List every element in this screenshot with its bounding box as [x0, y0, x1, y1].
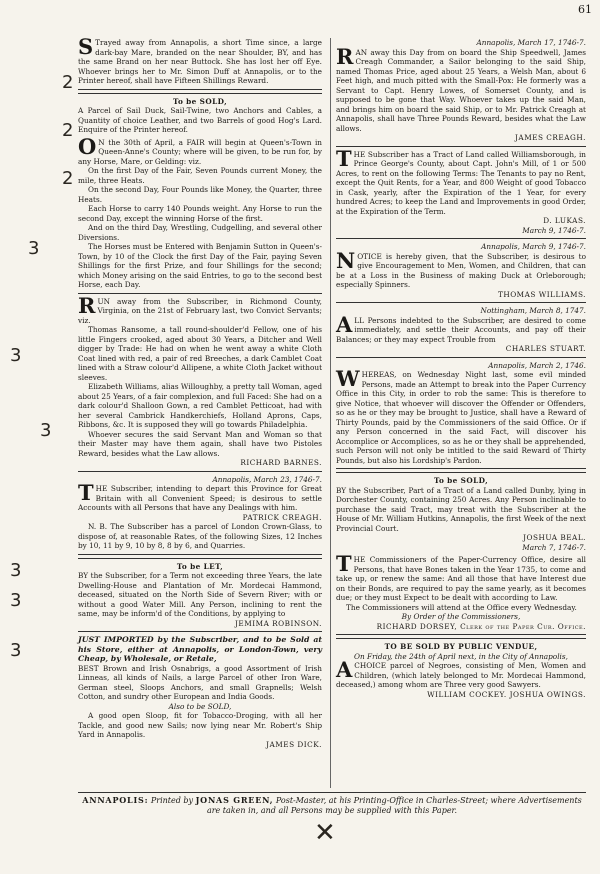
ad-lead: BY the Subscriber, for a Term not exceeding three Years, the late Dwelling-House and Plantation of Mr. Mordecai Hammond, deceased, situated on the North Side of Severn River; with or without a good Water Mill. Any Person, inclining to rent the same, may be inform'd of the Conditions, by applying to: [78, 571, 322, 618]
ad-lead: HE Subscriber, intending to depart this Province for Great Britain with all Convenient Speed; is desirous to settle Accounts with all Persons that have any Dealings with him.: [78, 484, 322, 512]
advertisement: [78, 475, 322, 551]
dateline: Annapolis, March 2, 1746.: [488, 360, 586, 370]
ad-text: [78, 480, 322, 513]
ad-text: [336, 551, 586, 603]
divider-rule: [78, 554, 322, 555]
margin-mark: 3: [10, 590, 22, 611]
ad-text: [78, 133, 322, 167]
ad-text: [336, 145, 586, 217]
divider-rule: [336, 638, 586, 639]
signature: WILLIAM COCKEY. JOSHUA OWINGS.: [427, 689, 586, 699]
divider-rule: [78, 631, 322, 632]
left-column: [78, 34, 322, 752]
advertisement: [78, 631, 322, 749]
colophon-place: ANNAPOLIS:: [82, 795, 149, 805]
drop-cap: A: [336, 311, 353, 337]
ad-text: [336, 657, 586, 690]
dateline: Annapolis, March 17, 1746-7.: [476, 38, 586, 47]
page-number: 61: [578, 3, 592, 16]
ad-subheading: On Friday, the 24th of April next, in the City of Annapolis,: [354, 651, 568, 661]
ad-paragraph: Thomas Ransome, a tall round-shoulder'd Fellow, one of his little Fingers crooked, aged about 30 Years, a Ditcher and Well digger by Trade: He had on when he went away a white Cloth Coat lined with red, a pair of red Breeches, a dark Camblet Coat lined with a Straw colour'd Allipene, a white Cloth Jacket without sleeves.: [78, 325, 322, 382]
ad-text: [78, 106, 322, 135]
divider-rule: [336, 468, 586, 469]
drop-cap: O: [78, 133, 97, 159]
ad-heading: To be SOLD,: [172, 96, 228, 106]
margin-mark: 3: [40, 420, 52, 441]
right-column: [336, 38, 586, 702]
signature: JAMES DICK.: [266, 739, 322, 749]
signature: JOSHUA BEAL.: [523, 533, 586, 542]
drop-cap: A: [336, 657, 353, 682]
advertisement: [78, 292, 322, 468]
ad-lead: BEST Brown and Irish Osnabrigs, a good Assortment of Irish Linneas, all kinds of Nails, a large Parcel of other Iron Ware, German steel, Sloops Anchors, and small Grapnells; Welsh Cotton, and sundry other European and India Goods.: [78, 663, 322, 701]
ad-paragraph: N. B. The Subscriber has a parcel of London Crown-Glass, to dispose of, at reasonable Rates, of the following Sizes, 12 Inches by 10, 11 by 9, 10 by 8, 8 by 6, and Quarries.: [78, 522, 322, 550]
drop-cap: N: [336, 247, 356, 273]
drop-cap: W: [336, 366, 360, 391]
margin-mark: 3: [10, 560, 22, 581]
margin-mark: 3: [10, 345, 22, 366]
ad-lead: HE Subscriber has a Tract of Land called Williamsborough, in Prince George's County, about Capt. John's Mill, of 1 or 500 Acres, to rent on the following Terms: The Tenants to pay no Rent, except the Quit Rents, for a Year, and 800 Weight of good Tobacco in Cask, yearly, after the Expiration of the 1 Year, for every hundred Acres; to keep the Land and Improvements in good Order, at the Expiration of the Term.: [336, 149, 586, 216]
advertisement: [336, 551, 586, 631]
ad-paragraph: A good open Sloop, fit for Tobacco-Droging, with all her Tackle, and good new Sails; now lying near Mr. Robert's Ship Yard in Annapolis.: [78, 711, 322, 739]
ad-lead: AN away this Day from on board the Ship Speedwell, James Creagh Commander, a Sailor belonging to the said Ship, named Thomas Price, aged about 25 Years, a Welsh Man, about 6 Feet high, and much pitted with the Small-Pox: He formerly was a Servant to Capt. Henry Lowes, of Somerset County, and is supposed to be gone that Way. Whoever takes up the said Man, and brings him on board the said Ship, or to Mr. Patrick Creagh at Annapolis, shall have Three Pounds Reward, besides what the Law allows.: [336, 47, 586, 133]
ad-heading-2: Also to be SOLD,: [168, 701, 232, 711]
ad-text: [336, 366, 586, 465]
signature: JEMIMA ROBINSON.: [235, 618, 322, 628]
margin-mark: 3: [10, 640, 22, 661]
column-rule: [330, 38, 331, 788]
advertisement: [78, 34, 322, 86]
margin-mark: 2: [62, 72, 74, 93]
ad-text: [78, 571, 322, 619]
divider-rule: [336, 357, 586, 358]
colophon-printer: JONAS GREEN,: [195, 795, 274, 805]
margin-mark: 3: [28, 238, 40, 259]
ad-lead: Trayed away from Annapolis, a short Time since, a large dark-bay Mare, branded on the near Shoulder, BY, and has the same Brand on her near Buttock. She has lost her off Eye. Whoever brings her to Mr. Simon Duff at Annapolis, or to the Printer hereof, shall have Fifteen Shillings Reward.: [78, 38, 322, 85]
ad-text: [78, 34, 322, 86]
ad-paragraph: The Horses must be Entered with Benjamin Sutton in Queen's-Town, by 10 of the Clock the first Day of the Fair, paying Seven Shillings for the first Prize, and four Shillings for the second; which Money arising on the said Entries, to go to the second best Horse, each Day.: [78, 242, 322, 289]
advertisement: [78, 558, 322, 629]
ad-paragraph: The Commissioners will attend at the Office every Wednesday.: [346, 602, 577, 612]
ad-text: [336, 486, 586, 534]
drop-cap: T: [336, 145, 352, 171]
divider-rule: [336, 238, 586, 239]
advertisement: [336, 145, 586, 236]
drop-cap: T: [78, 480, 94, 505]
signature: PATRICK CREAGH.: [242, 512, 322, 522]
ad-text: [336, 43, 586, 134]
ad-text: [336, 247, 586, 290]
signature: RICHARD BARNES.: [240, 458, 322, 467]
by-order: By Order of the Commissioners,: [401, 612, 521, 621]
cross-mark: ✕: [314, 818, 336, 848]
dateline: Annapolis, March 23, 1746-7.: [212, 474, 322, 484]
ad-lead: HE Commissioners of the Paper-Currency Office, desire all Persons, that have Bones taken in the Year 1735, to come and take up, or renew the same: And all those that have Interest due on their Bonds, are required to pay the same yearly, as it becomes due; or they must Expect to be dealt with according to Law.: [336, 555, 586, 602]
margin-mark: 2: [62, 168, 74, 189]
ad-heading: To be LET,: [176, 561, 224, 571]
margin-mark: 2: [62, 120, 74, 141]
signature: JAMES CREAGH.: [515, 133, 586, 142]
advertisement: [336, 638, 586, 699]
ad-lead: OTICE is hereby given, that the Subscriber, is desirous to give Encouragement to Men, Women, and Children, that can be at a Loss in the Business of making Duck at Orleborough; especially Spinners.: [336, 251, 586, 289]
signature: THOMAS WILLIAMS.: [497, 289, 586, 299]
ad-text: [336, 311, 586, 345]
advertisement: [336, 38, 586, 143]
advertisement: [336, 242, 586, 299]
divider-rule: [78, 89, 322, 90]
ad-paragraph: On the second Day, Four Pounds like Money, the Quarter, three Heats.: [78, 185, 322, 204]
drop-cap: S: [78, 34, 94, 59]
divider-rule: [336, 146, 586, 147]
ad-paragraph: Whoever secures the said Servant Man and Woman so that their Master may have them again, shall have two Pistoles Reward, besides what the Law allows.: [78, 429, 322, 458]
ad-lead: CHOICE parcel of Negroes, consisting of Men, Women and Children, (which lately belonged to Mr. Mordecai Hammond, deceased,) among whom are Three very good Sawyers.: [336, 661, 586, 689]
divider-rule: [78, 93, 322, 94]
divider-rule: [78, 558, 322, 559]
ad-heading: To be SOLD,: [433, 476, 489, 485]
divider-rule: [336, 302, 586, 303]
dateline: Annapolis, March 9, 1746-7.: [481, 242, 586, 251]
ad-italic-heading: JUST IMPORTED by the Subscriber, and to be Sold at his Store, either at Annapolis, or London-Town, very Cheap, by Wholesale, or Retale,: [78, 635, 322, 663]
ad-text: [78, 664, 322, 702]
dateline: March 9, 1746-7.: [522, 225, 586, 235]
drop-cap: T: [336, 551, 352, 576]
colophon: [78, 792, 586, 816]
divider-rule: [78, 293, 322, 294]
drop-cap: R: [78, 292, 96, 318]
advertisement: [78, 133, 322, 290]
ad-lead: HEREAS, on Wednesday Night last, some evil minded Persons, made an Attempt to break into the Paper Currency Office in this City, in order to rob the same: This is therefore to give Notice, that whoever will discover the Offender or Offenders, so as he or they may be brought to Justice, shall have a Reward of Thirty Pounds, paid by the Commissioners of the said Office. Or if any Person concerned in the said Fact, will discover his Accomplice or Accomplices, so as he or they shall be apprehended, such Person will not only be intitled to the said Reward of Thirty Pounds, but also his Lordship's Pardon.: [336, 370, 586, 465]
advertisement: [336, 472, 586, 552]
drop-cap: R: [336, 43, 354, 69]
ad-lead: A Parcel of Sail Duck, Sail-Twine, two Anchors and Cables, a Quantity of choice Leather, and two Barrels of good Hog's Lard. Enquire of the Printer hereof.: [78, 106, 322, 134]
divider-rule: [336, 472, 586, 473]
ad-paragraph: Elizabeth Williams, alias Willoughby, a pretty tall Woman, aged about 25 Years, of a fair complexion, and full Faced: She had on a dark colour'd Shalloon Gown, a red Camblet Petticoat, had with her several Cambrick Handkerchiefs, Holland Aprons, Caps, Ribbons, &c. It is supposed they will go towards Philadelphia.: [78, 382, 322, 429]
signature: CHARLES STUART.: [505, 344, 586, 353]
ad-lead: UN away from the Subscriber, in Richmond County, Virginia, on the 21st of February last, two Convict Servants; viz.: [78, 296, 322, 325]
colophon-text-2: Post-Master, at his Printing-Office in Charles-Street; where Advertisements are taken in, and all Persons may be supplied with this Paper.: [206, 796, 582, 815]
advertisement: [78, 93, 322, 135]
dateline: Nottingham, March 8, 1747.: [480, 306, 586, 315]
ad-lead: N the 30th of April, a FAIR will begin at Queen's-Town in Queen-Anne's County; where will be given, to be run for, by any Horse, Mare, or Gelding: viz.: [78, 137, 322, 166]
ad-text: [78, 292, 322, 326]
ad-paragraph: And on the third Day, Wrestling, Cudgelling, and several other Diversions.: [78, 223, 322, 242]
dateline: March 7, 1746-7.: [522, 542, 586, 552]
signature: D. LUKAS.: [543, 216, 586, 225]
ad-lead: LL Persons indebted to the Subscriber, are desired to come immediately, and settle their Accounts, and pay off their Balances; or they may expect Trouble from: [336, 315, 586, 344]
ad-heading: TO BE SOLD BY PUBLIC VENDUE,: [384, 642, 538, 651]
signature: RICHARD DORSEY, Clerk of the Paper Cur. Office.: [376, 621, 586, 631]
advertisement: [336, 306, 586, 354]
ad-paragraph: Each Horse to carry 140 Pounds weight. Any Horse to run the second Day, except the winning Horse of the first.: [78, 204, 322, 223]
divider-rule: [336, 634, 586, 635]
divider-rule: [78, 471, 322, 472]
advertisement: [336, 361, 586, 466]
colophon-text-1: Printed by: [150, 796, 194, 805]
ad-paragraph: On the first Day of the Fair, Seven Pounds current Money, the mile, three Heats.: [78, 166, 322, 185]
ad-lead: BY the Subscriber, Part of a Tract of a Land called Dunby, lying in Dorchester County, containing 250 Acres. Any Person inclinable to purchase the said Tract, may treat with the Subscriber at the House of Mr. William Hutkins, Annapolis, the first Week of the next Provincial Court.: [336, 485, 586, 533]
